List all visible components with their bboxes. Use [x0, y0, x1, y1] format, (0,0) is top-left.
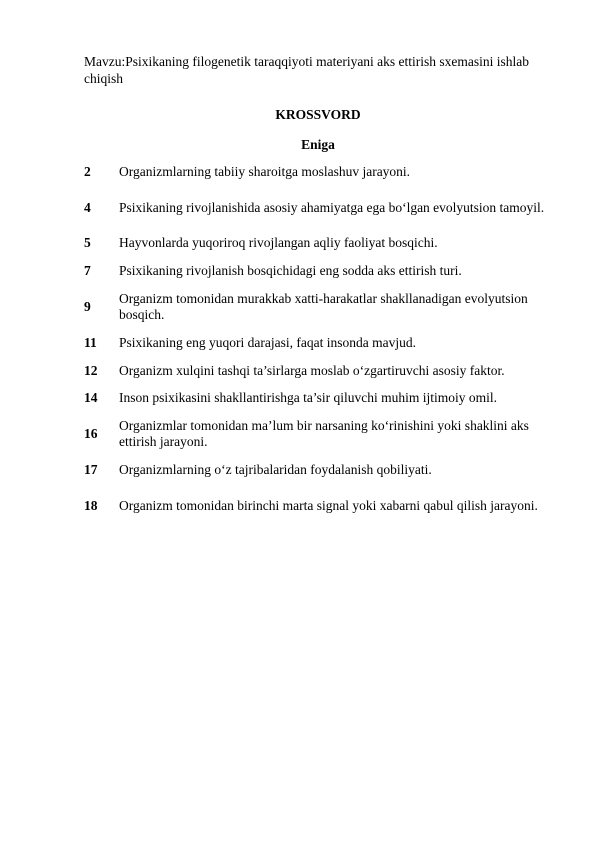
clue-number: 16 [84, 426, 98, 441]
crossword-title: KROSSVORD [275, 107, 361, 122]
clue-number: 12 [84, 363, 98, 378]
clue-text: Organizm tomonidan birinchi marta signal yoki xabarni qabul qilish jarayoni. [119, 498, 538, 513]
clue-row [84, 261, 554, 281]
clue-text: Hayvonlarda yuqoriroq rivojlangan aqliy faoliyat bosqichi. [119, 235, 438, 250]
section-title-across: Eniga [301, 137, 335, 152]
clue-row [84, 361, 554, 381]
clue-number: 5 [84, 235, 91, 250]
clue-row [84, 460, 554, 480]
clue-text: Psixikaning rivojlanishida asosiy ahamiyatga ega bo‘lgan evolyutsion tamoyil. [119, 200, 545, 215]
clue-text: Psixikaning eng yuqori darajasi, faqat insonda mavjud. [119, 335, 416, 350]
clue-row [84, 162, 554, 182]
clue-number: 18 [84, 498, 98, 513]
clue-row [84, 486, 554, 526]
clue-row [84, 333, 554, 353]
clue-text: Psixikaning rivojlanish bosqichidagi eng sodda aks ettirish turi. [119, 263, 462, 278]
clue-number: 4 [84, 200, 91, 215]
clue-text: Organizmlar tomonidan ma’lum bir narsaning ko‘rinishini yoki shaklini aks ettirish jarayoni. [119, 418, 529, 449]
clue-text: Inson psixikasini shakllantirishga ta’sir qiluvchi muhim ijtimoiy omil. [119, 390, 497, 405]
clue-number: 7 [84, 263, 91, 278]
clue-list [84, 162, 554, 526]
clue-row [84, 287, 554, 327]
clue-number: 14 [84, 390, 98, 405]
clue-text: Organizmlarning tabiiy sharoitga moslashuv jarayoni. [119, 164, 411, 179]
clue-text: Organizm xulqini tashqi ta’sirlarga moslab o‘zgartiruvchi asosiy faktor. [119, 363, 505, 378]
topic-heading: Mavzu:Psixikaning filogenetik taraqqiyoti materiyani aks ettirish sxemasini ishlab chiqish [84, 54, 530, 86]
clue-text: Organizm tomonidan murakkab xatti-harakatlar shakllanadigan evolyutsion bosqich. [119, 291, 528, 322]
clue-number: 17 [84, 462, 98, 477]
clue-row [84, 388, 554, 408]
clue-number: 11 [84, 335, 97, 350]
clue-number: 2 [84, 164, 91, 179]
clue-row [84, 233, 554, 253]
clue-row [84, 188, 554, 228]
clue-number: 9 [84, 299, 91, 314]
clue-row [84, 414, 554, 454]
clue-text: Organizmlarning o‘z tajribalaridan foydalanish qobiliyati. [119, 462, 432, 477]
